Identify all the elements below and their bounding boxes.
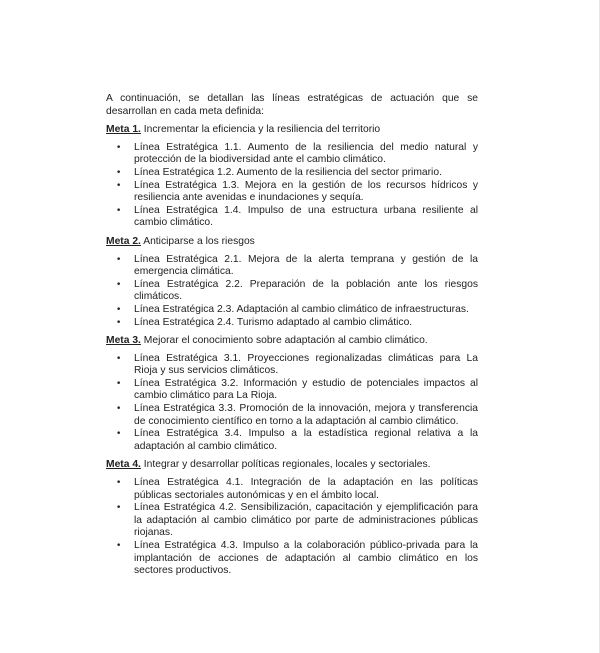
list-item: • Línea Estratégica 4.1. Integración de la adaptación en las políticas públicas sectoriales autonómicas y en el ámbito local. <box>106 477 478 502</box>
list-item: • Línea Estratégica 1.3. Mejora en la gestión de los recursos hídricos y resiliencia ante avenidas e inundaciones y sequía. <box>106 180 478 205</box>
meta-label: Meta 4. <box>106 459 141 471</box>
meta-heading <box>106 124 478 137</box>
list-item: • Línea Estratégica 4.2. Sensibilización, capacitación y ejemplificación para la adaptación al cambio climático por parte de administraciones públicas riojanas. <box>106 502 478 540</box>
meta-heading <box>106 459 478 472</box>
list-item: • Línea Estratégica 1.1. Aumento de la resiliencia del medio natural y protección de la biodiversidad ante el cambio climático. <box>106 142 478 167</box>
list-item: • Línea Estratégica 3.2. Información y estudio de potenciales impactos al cambio climático para La Rioja. <box>106 378 478 403</box>
intro-paragraph: A continuación, se detallan las líneas estratégicas de actuación que se desarrollan en cada meta definida: <box>106 93 478 117</box>
meta-title: Integrar y desarrollar políticas regionales, locales y sectoriales. <box>140 459 431 471</box>
list-item: • Línea Estratégica 3.1. Proyecciones regionalizadas climáticas para La Rioja y sus servicios climáticos. <box>106 353 478 378</box>
list-item: • Línea Estratégica 4.3. Impulso a la colaboración público-privada para la implantación de acciones de adaptación al cambio climático en los sectores productivos. <box>106 540 478 578</box>
meta-2-section <box>106 236 478 329</box>
strategic-lines-list <box>106 142 478 230</box>
meta-label: Meta 3. <box>106 335 141 347</box>
list-item: • Línea Estratégica 1.4. Impulso de una estructura urbana resiliente al cambio climático. <box>106 205 478 230</box>
list-item: • Línea Estratégica 2.1. Mejora de la alerta temprana y gestión de la emergencia climática. <box>106 254 478 279</box>
meta-label: Meta 1. <box>106 124 141 136</box>
list-item: • Línea Estratégica 3.3. Promoción de la innovación, mejora y transferencia de conocimiento científico en torno a la adaptación al cambio climático. <box>106 403 478 428</box>
meta-title: Incrementar la eficiencia y la resiliencia del territorio <box>140 124 381 136</box>
list-item: • Línea Estratégica 2.4. Turismo adaptado al cambio climático. <box>106 317 478 330</box>
list-item: • Línea Estratégica 2.2. Preparación de la población ante los riesgos climáticos. <box>106 279 478 304</box>
strategic-lines-list <box>106 254 478 330</box>
meta-heading <box>106 236 478 249</box>
meta-4-section <box>106 459 478 577</box>
meta-1-section <box>106 124 478 230</box>
document-body <box>106 93 478 584</box>
list-item: • Línea Estratégica 3.4. Impulso a la estadística regional relativa a la adaptación al cambio climático. <box>106 428 478 453</box>
list-item: • Línea Estratégica 2.3. Adaptación al cambio climático de infraestructuras. <box>106 304 478 317</box>
meta-title: Mejorar el conocimiento sobre adaptación al cambio climático. <box>140 335 428 347</box>
meta-3-section <box>106 335 478 453</box>
strategic-lines-list <box>106 353 478 454</box>
meta-heading <box>106 335 478 348</box>
meta-title: Anticiparse a los riesgos <box>140 235 255 247</box>
meta-label: Meta 2. <box>106 235 141 247</box>
strategic-lines-list <box>106 477 478 578</box>
list-item: • Línea Estratégica 1.2. Aumento de la resiliencia del sector primario. <box>106 167 478 180</box>
